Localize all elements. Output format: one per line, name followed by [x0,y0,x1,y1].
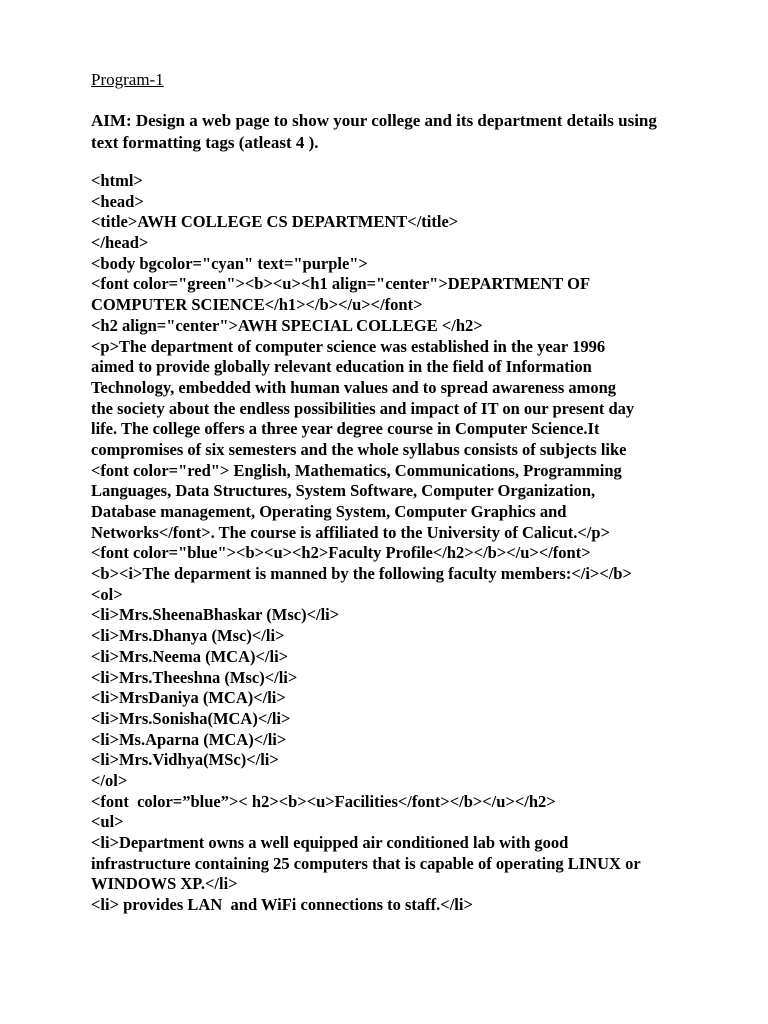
code-line: infrastructure containing 25 computers that is capable of operating LINUX or [91,853,641,873]
code-line: <li>Mrs.Theeshna (Msc)</li> [91,667,298,687]
code-line: Languages, Data Structures, System Software, Computer Organization, [91,481,596,501]
code-line: <head> [91,191,144,211]
code-line: Networks</font>. The course is affiliated to the University of Calicut.</p> [91,522,610,542]
code-line: <html> [91,171,143,190]
code-line: life. The college offers a three year degree course in Computer Science.It [91,419,600,439]
code-line: <ol> [91,584,123,604]
code-line: Technology, embedded with human values and to spread awareness among [91,377,617,397]
code-line: </ol> [91,770,128,790]
code-line: compromises of six semesters and the whole syllabus consists of subjects like [91,439,627,459]
code-line: <font color="blue"><b><u><h2>Faculty Profile</h2></b></u></font> [91,543,591,563]
code-line: <li>MrsDaniya (MCA)</li> [91,688,286,708]
code-line: <b><i>The deparment is manned by the following faculty members:</i></b> [91,564,632,584]
code-line: <li>Department owns a well equipped air conditioned lab with good [91,833,569,852]
code-line: <li>Mrs.Sonisha(MCA)</li> [91,708,291,728]
html-code-listing [91,171,641,916]
code-line: Database management, Operating System, Computer Graphics and [91,502,567,521]
program-heading: Program-1 [91,70,164,89]
code-line: WINDOWS XP.</li> [91,874,238,894]
code-line: <li>Mrs.SheenaBhaskar (Msc)</li> [91,605,340,625]
code-line: <body bgcolor="cyan" text="purple"> [91,253,368,273]
aim-line: AIM: Design a web page to show your college and its department details using [91,111,657,130]
code-line: <h2 align="center">AWH SPECIAL COLLEGE </h2> [91,315,483,335]
code-line: <ul> [91,812,124,832]
code-line: <li>Mrs.Neema (MCA)</li> [91,646,289,666]
code-line: <li>Ms.Aparna (MCA)</li> [91,729,287,749]
code-line: <p>The department of computer science was established in the year 1996 [91,336,606,356]
code-line: <font color="green"><b><u><h1 align="center">DEPARTMENT OF [91,274,591,294]
code-line: <font color=”blue”>< h2><b><u>Facilities</font></b></u></h2> [91,791,556,811]
code-line: aimed to provide globally relevant education in the field of Information [91,357,592,377]
code-line: <title>AWH COLLEGE CS DEPARTMENT</title> [91,212,459,232]
aim-statement [91,110,691,154]
code-line: </head> [91,233,149,253]
code-line: <li> provides LAN and WiFi connections to staff.</li> [91,895,473,915]
code-line: the society about the endless possibilities and impact of IT on our present day [91,398,635,418]
code-line: <li>Mrs.Dhanya (Msc)</li> [91,626,285,646]
code-line: <li>Mrs.Vidhya(MSc)</li> [91,750,279,770]
code-line: COMPUTER SCIENCE</h1></b></u></font> [91,295,423,315]
code-line: <font color="red"> English, Mathematics, Communications, Programming [91,460,622,480]
aim-line: text formatting tags (atleast 4 ). [91,133,319,152]
